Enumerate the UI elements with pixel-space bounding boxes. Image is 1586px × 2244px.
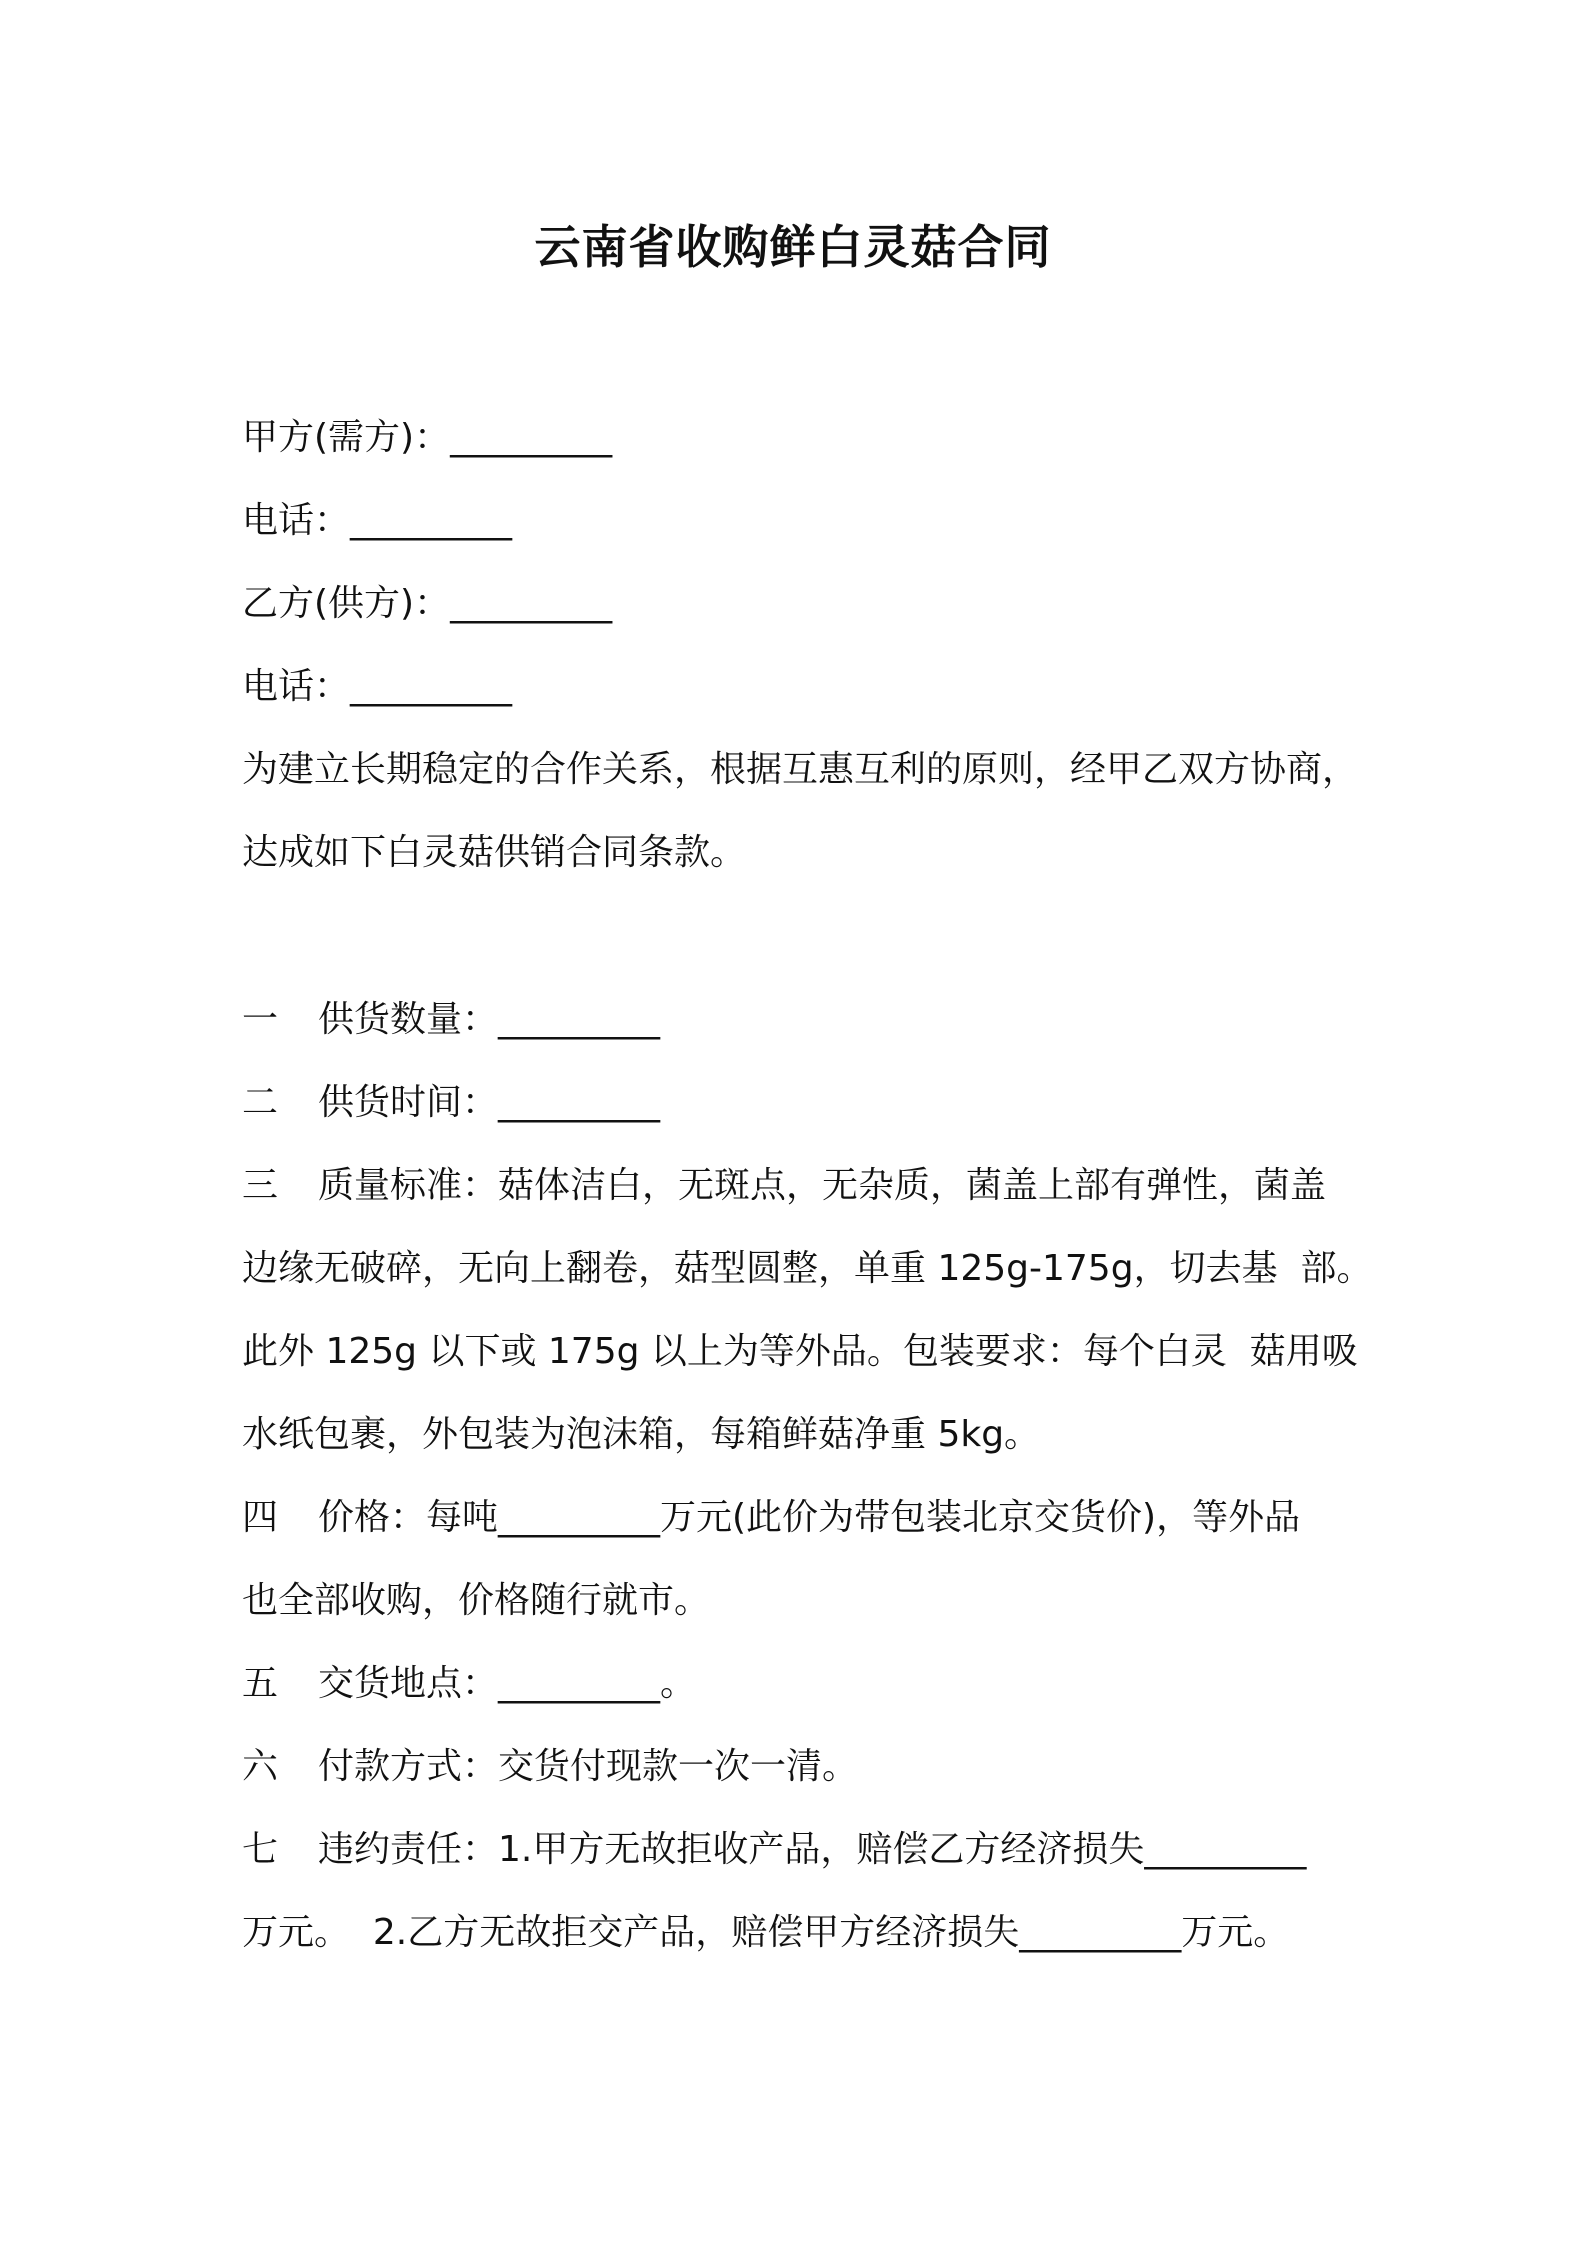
party-a-phone-line: 电话：_________ <box>242 500 513 541</box>
clause-number: 一 <box>242 999 279 1040</box>
clause-number: 三 <box>242 1165 279 1206</box>
clause-3-continuation: 此外 125g 以下或 175g 以上为等外品。包装要求：每个白灵 菇用吸 <box>242 1331 1358 1372</box>
clause-2 <box>242 1075 1362 1131</box>
clause-4 <box>242 1490 1362 1546</box>
clause-text: 付款方式：交货付现款一次一清。 <box>318 1746 859 1787</box>
clause-3 <box>242 1158 1362 1214</box>
clause-text: 交货地点：_________。 <box>318 1663 697 1704</box>
clause-3-continuation: 水纸包裹，外包装为泡沫箱，每箱鲜菇净重 5kg。 <box>242 1414 1041 1455</box>
clause-7 <box>242 1822 1362 1878</box>
clause-1 <box>242 992 1362 1048</box>
clause-7-continuation: 万元。 2.乙方无故拒交产品，赔偿甲方经济损失_________万元。 <box>242 1912 1290 1953</box>
clause-5 <box>242 1656 1362 1712</box>
intro-line-1: 为建立长期稳定的合作关系，根据互惠互利的原则，经甲乙双方协商， <box>242 749 1359 790</box>
clause-4-continuation: 也全部收购，价格随行就市。 <box>242 1580 711 1621</box>
party-b-phone-line: 电话：_________ <box>242 666 513 707</box>
clause-text: 违约责任：1.甲方无故拒收产品，赔偿乙方经济损失_________ <box>318 1829 1307 1870</box>
clause-text: 供货时间：_________ <box>318 1082 661 1123</box>
clause-number: 六 <box>242 1746 279 1787</box>
party-a-line: 甲方(需方)：_________ <box>242 417 613 458</box>
clause-6 <box>242 1739 1362 1795</box>
clause-number: 五 <box>242 1663 279 1704</box>
clause-number: 七 <box>242 1829 279 1870</box>
intro-line-2: 达成如下白灵菇供销合同条款。 <box>242 832 747 873</box>
clause-text: 质量标准：菇体洁白，无斑点，无杂质，菌盖上部有弹性，菌盖 <box>318 1165 1327 1206</box>
clause-number: 四 <box>242 1497 279 1538</box>
document-title: 云南省收购鲜白灵菇合同 <box>534 220 1052 274</box>
clause-3-continuation: 边缘无破碎，无向上翻卷，菇型圆整，单重 125g-175g，切去基 部。 <box>242 1248 1373 1289</box>
clause-text: 价格：每吨_________万元(此价为带包装北京交货价)，等外品 <box>318 1497 1301 1538</box>
party-b-line: 乙方(供方)：_________ <box>242 583 613 624</box>
clause-number: 二 <box>242 1082 279 1123</box>
clause-text: 供货数量：_________ <box>318 999 661 1040</box>
